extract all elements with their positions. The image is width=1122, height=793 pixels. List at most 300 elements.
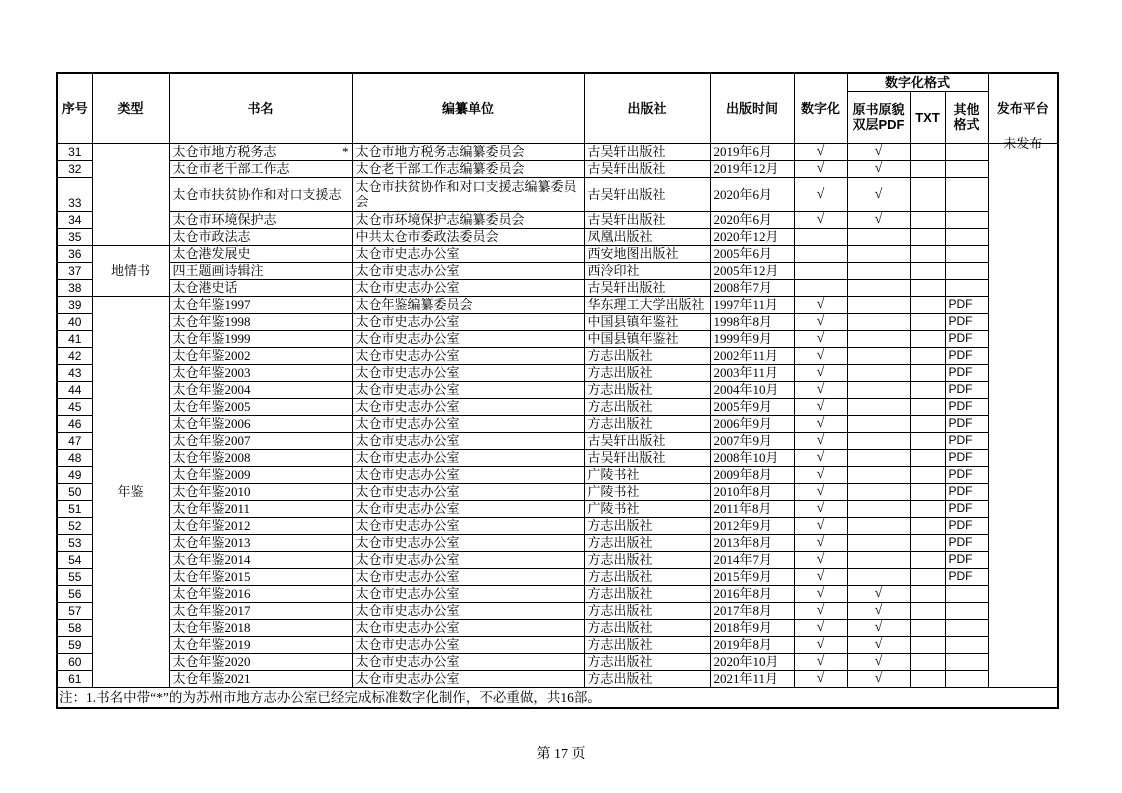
row-index-cell: 53 xyxy=(57,534,92,551)
book-title-cell: 太仓年鉴2006 xyxy=(169,415,352,432)
other-format-cell xyxy=(945,160,988,177)
table-header xyxy=(57,73,1058,143)
pub-date-cell: 2014年7月 xyxy=(710,551,794,568)
txt-check-cell xyxy=(910,602,945,619)
pdf-dual-check-cell xyxy=(847,517,910,534)
table-row xyxy=(57,602,1058,619)
publisher-cell: 广陵书社 xyxy=(584,500,710,517)
pdf-dual-check-cell xyxy=(847,313,910,330)
pdf-dual-check-cell xyxy=(847,466,910,483)
book-title-cell: 太仓年鉴2020 xyxy=(169,653,352,670)
row-index-cell: 47 xyxy=(57,432,92,449)
digitized-check-cell: √ xyxy=(794,619,847,636)
table-row xyxy=(57,330,1058,347)
txt-check-cell xyxy=(910,466,945,483)
row-index-cell: 46 xyxy=(57,415,92,432)
book-title-cell: 太仓年鉴2017 xyxy=(169,602,352,619)
row-index-cell: 44 xyxy=(57,381,92,398)
row-index-cell: 50 xyxy=(57,483,92,500)
publisher-cell: 方志出版社 xyxy=(584,653,710,670)
pub-date-cell: 2009年8月 xyxy=(710,466,794,483)
book-title-cell: 太仓港发展史 xyxy=(169,245,352,262)
table-row xyxy=(57,466,1058,483)
txt-check-cell xyxy=(910,432,945,449)
digitized-check-cell: √ xyxy=(794,381,847,398)
txt-check-cell xyxy=(910,279,945,296)
book-title-cell: 太仓年鉴2015 xyxy=(169,568,352,585)
publisher-cell: 方志出版社 xyxy=(584,636,710,653)
pub-date-cell: 2005年6月 xyxy=(710,245,794,262)
table-row xyxy=(57,568,1058,585)
pub-date-cell: 2020年12月 xyxy=(710,228,794,245)
pub-date-cell: 1997年11月 xyxy=(710,296,794,313)
txt-check-cell xyxy=(910,449,945,466)
book-title-cell: 太仓年鉴1997 xyxy=(169,296,352,313)
compiler-cell: 太仓市史志办公室 xyxy=(352,364,584,381)
table-row xyxy=(57,415,1058,432)
compiler-cell: 太仓市史志办公室 xyxy=(352,534,584,551)
pdf-dual-check-cell xyxy=(847,347,910,364)
digitized-check-cell: √ xyxy=(794,415,847,432)
publisher-cell: 古吴轩出版社 xyxy=(584,160,710,177)
row-index-cell: 57 xyxy=(57,602,92,619)
publisher-cell: 方志出版社 xyxy=(584,602,710,619)
digitized-check-cell: √ xyxy=(794,211,847,228)
table-row xyxy=(57,381,1058,398)
book-title-cell: 太仓市扶贫协作和对口支援志 xyxy=(169,177,352,211)
digitized-check-cell: √ xyxy=(794,398,847,415)
row-index-cell: 55 xyxy=(57,568,92,585)
txt-check-cell xyxy=(910,517,945,534)
table-row xyxy=(57,177,1058,211)
row-index-cell: 38 xyxy=(57,279,92,296)
other-format-cell: PDF xyxy=(945,551,988,568)
row-index-cell: 31 xyxy=(57,143,92,160)
digitized-check-cell: √ xyxy=(794,347,847,364)
other-format-cell: PDF xyxy=(945,449,988,466)
book-title-cell: 太仓年鉴1998 xyxy=(169,313,352,330)
row-index-cell: 34 xyxy=(57,211,92,228)
row-index-cell: 51 xyxy=(57,500,92,517)
publisher-cell: 方志出版社 xyxy=(584,585,710,602)
other-format-cell xyxy=(945,279,988,296)
other-format-cell: PDF xyxy=(945,381,988,398)
publisher-cell: 方志出版社 xyxy=(584,415,710,432)
compiler-cell: 太仓老干部工作志编纂委员会 xyxy=(352,160,584,177)
txt-check-cell xyxy=(910,670,945,687)
pub-date-cell: 2011年8月 xyxy=(710,500,794,517)
publisher-cell: 方志出版社 xyxy=(584,568,710,585)
pdf-dual-check-cell xyxy=(847,279,910,296)
digitized-check-cell: √ xyxy=(794,466,847,483)
table-row xyxy=(57,296,1058,313)
book-title-cell: 太仓年鉴2019 xyxy=(169,636,352,653)
compiler-cell: 太仓市史志办公室 xyxy=(352,347,584,364)
pub-date-cell: 2019年12月 xyxy=(710,160,794,177)
other-format-cell: PDF xyxy=(945,296,988,313)
pub-date-cell: 2021年11月 xyxy=(710,670,794,687)
table-row xyxy=(57,364,1058,381)
compiler-cell: 太仓市史志办公室 xyxy=(352,330,584,347)
book-title-cell: 太仓年鉴2005 xyxy=(169,398,352,415)
pub-date-cell: 2018年9月 xyxy=(710,619,794,636)
table-row xyxy=(57,143,1058,160)
pdf-dual-check-cell xyxy=(847,245,910,262)
platform-overflow-text: 未发布 xyxy=(1003,135,1043,151)
compiler-cell: 太仓市史志办公室 xyxy=(352,262,584,279)
pdf-dual-check-cell xyxy=(847,364,910,381)
book-title-cell: 太仓年鉴2011 xyxy=(169,500,352,517)
table-body xyxy=(57,135,1058,708)
publisher-cell: 广陵书社 xyxy=(584,466,710,483)
book-title-cell xyxy=(169,143,352,160)
table-row xyxy=(57,449,1058,466)
pdf-dual-check-cell xyxy=(847,415,910,432)
txt-check-cell xyxy=(910,653,945,670)
book-title-cell: 太仓年鉴2008 xyxy=(169,449,352,466)
compiler-cell: 中共太仓市委政法委员会 xyxy=(352,228,584,245)
compiler-cell: 太仓市史志办公室 xyxy=(352,636,584,653)
txt-check-cell xyxy=(910,177,945,211)
book-title-cell: 太仓年鉴2007 xyxy=(169,432,352,449)
table-row xyxy=(57,432,1058,449)
row-index-cell: 61 xyxy=(57,670,92,687)
pdf-dual-check-cell: √ xyxy=(847,602,910,619)
compiler-cell: 太仓市史志办公室 xyxy=(352,381,584,398)
header-platform: 发布平台 xyxy=(988,73,1058,143)
pub-date-cell: 2020年6月 xyxy=(710,211,794,228)
txt-check-cell xyxy=(910,262,945,279)
book-title-cell: 太仓年鉴2009 xyxy=(169,466,352,483)
txt-check-cell xyxy=(910,330,945,347)
row-index-cell: 60 xyxy=(57,653,92,670)
other-format-cell: PDF xyxy=(945,517,988,534)
publisher-cell: 方志出版社 xyxy=(584,670,710,687)
books-digitization-table xyxy=(56,72,1059,709)
row-index-cell: 36 xyxy=(57,245,92,262)
book-title-cell: 太仓年鉴2012 xyxy=(169,517,352,534)
other-format-cell: PDF xyxy=(945,364,988,381)
compiler-cell: 太仓年鉴编纂委员会 xyxy=(352,296,584,313)
pdf-dual-check-cell: √ xyxy=(847,211,910,228)
publisher-cell: 古吴轩出版社 xyxy=(584,177,710,211)
header-txt: TXT xyxy=(910,91,945,143)
txt-check-cell xyxy=(910,211,945,228)
publisher-cell: 西泠印社 xyxy=(584,262,710,279)
pub-date-cell: 2010年8月 xyxy=(710,483,794,500)
pdf-dual-check-cell: √ xyxy=(847,670,910,687)
row-index-cell: 48 xyxy=(57,449,92,466)
other-format-cell xyxy=(945,636,988,653)
table-row xyxy=(57,279,1058,296)
row-index-cell: 49 xyxy=(57,466,92,483)
header-compiler: 编纂单位 xyxy=(352,73,584,143)
pdf-dual-check-cell: √ xyxy=(847,160,910,177)
txt-check-cell xyxy=(910,313,945,330)
book-title-cell: 太仓年鉴2018 xyxy=(169,619,352,636)
digitized-check-cell xyxy=(794,279,847,296)
compiler-cell: 太仓市史志办公室 xyxy=(352,619,584,636)
compiler-cell: 太仓市史志办公室 xyxy=(352,483,584,500)
digitized-check-cell: √ xyxy=(794,636,847,653)
book-title-cell: 太仓年鉴2010 xyxy=(169,483,352,500)
digitized-check-cell: √ xyxy=(794,534,847,551)
pub-date-cell: 2005年9月 xyxy=(710,398,794,415)
header-pub-date: 出版时间 xyxy=(710,73,794,143)
other-format-cell: PDF xyxy=(945,313,988,330)
other-format-cell xyxy=(945,602,988,619)
digitized-check-cell: √ xyxy=(794,364,847,381)
txt-check-cell xyxy=(910,585,945,602)
pdf-dual-check-cell xyxy=(847,483,910,500)
header-pdf-dual: 原书原貌双层PDF xyxy=(847,91,910,143)
pdf-dual-check-cell xyxy=(847,568,910,585)
pub-date-cell: 2013年8月 xyxy=(710,534,794,551)
compiler-cell: 太仓市史志办公室 xyxy=(352,568,584,585)
other-format-cell: PDF xyxy=(945,483,988,500)
table-row xyxy=(57,245,1058,262)
other-format-cell: PDF xyxy=(945,500,988,517)
txt-check-cell xyxy=(910,245,945,262)
compiler-cell: 太仓市史志办公室 xyxy=(352,500,584,517)
table-row xyxy=(57,160,1058,177)
header-title: 书名 xyxy=(169,73,352,143)
publisher-cell: 古吴轩出版社 xyxy=(584,279,710,296)
other-format-cell: PDF xyxy=(945,432,988,449)
publisher-cell: 方志出版社 xyxy=(584,381,710,398)
pdf-dual-check-cell xyxy=(847,296,910,313)
type-group-cell: 年鉴 xyxy=(92,296,169,687)
digitized-check-cell xyxy=(794,228,847,245)
header-type: 类型 xyxy=(92,73,169,143)
digitized-check-cell: √ xyxy=(794,296,847,313)
table-row xyxy=(57,517,1058,534)
digitized-check-cell: √ xyxy=(794,500,847,517)
publisher-cell: 古吴轩出版社 xyxy=(584,449,710,466)
publisher-cell: 中国县镇年鉴社 xyxy=(584,313,710,330)
txt-check-cell xyxy=(910,551,945,568)
table-row xyxy=(57,636,1058,653)
pdf-dual-check-cell xyxy=(847,262,910,279)
book-title-cell: 太仓市环境保护志 xyxy=(169,211,352,228)
book-title-cell: 太仓港史话 xyxy=(169,279,352,296)
pdf-dual-check-cell: √ xyxy=(847,177,910,211)
pdf-dual-check-cell: √ xyxy=(847,143,910,160)
pub-date-cell: 2006年9月 xyxy=(710,415,794,432)
type-group-cell: 地情书 xyxy=(92,245,169,296)
book-title: 太仓市地方税务志 xyxy=(172,144,277,159)
pdf-dual-check-cell xyxy=(847,551,910,568)
digitized-check-cell: √ xyxy=(794,585,847,602)
other-format-cell: PDF xyxy=(945,466,988,483)
book-title-cell: 太仓年鉴1999 xyxy=(169,330,352,347)
pub-date-cell: 1999年9月 xyxy=(710,330,794,347)
row-index-cell: 35 xyxy=(57,228,92,245)
digitized-check-cell: √ xyxy=(794,670,847,687)
compiler-cell: 太仓市史志办公室 xyxy=(352,670,584,687)
other-format-cell xyxy=(945,585,988,602)
pub-date-cell: 1998年8月 xyxy=(710,313,794,330)
publisher-cell: 方志出版社 xyxy=(584,517,710,534)
table-row xyxy=(57,619,1058,636)
compiler-cell: 太仓市地方税务志编纂委员会 xyxy=(352,143,584,160)
book-title-cell: 太仓市政法志 xyxy=(169,228,352,245)
row-index-cell: 43 xyxy=(57,364,92,381)
row-index-cell: 58 xyxy=(57,619,92,636)
txt-check-cell xyxy=(910,347,945,364)
other-format-cell: PDF xyxy=(945,534,988,551)
row-index-cell: 45 xyxy=(57,398,92,415)
pub-date-cell: 2020年10月 xyxy=(710,653,794,670)
publisher-cell: 西安地图出版社 xyxy=(584,245,710,262)
txt-check-cell xyxy=(910,500,945,517)
pub-date-cell: 2019年6月 xyxy=(710,143,794,160)
header-index: 序号 xyxy=(57,73,92,143)
other-format-cell xyxy=(945,211,988,228)
book-title-cell: 太仓年鉴2014 xyxy=(169,551,352,568)
txt-check-cell xyxy=(910,364,945,381)
table-row xyxy=(57,398,1058,415)
publisher-cell: 古吴轩出版社 xyxy=(584,432,710,449)
compiler-cell: 太仓市扶贫协作和对口支援志编纂委员会 xyxy=(352,177,584,211)
publisher-cell: 华东理工大学出版社 xyxy=(584,296,710,313)
book-title-cell: 太仓年鉴2003 xyxy=(169,364,352,381)
compiler-cell: 太仓市史志办公室 xyxy=(352,432,584,449)
compiler-cell: 太仓市史志办公室 xyxy=(352,279,584,296)
compiler-cell: 太仓市史志办公室 xyxy=(352,517,584,534)
txt-check-cell xyxy=(910,160,945,177)
pub-date-cell: 2020年6月 xyxy=(710,177,794,211)
publisher-cell: 方志出版社 xyxy=(584,534,710,551)
pdf-dual-check-cell xyxy=(847,330,910,347)
row-index-cell: 52 xyxy=(57,517,92,534)
publisher-cell: 方志出版社 xyxy=(584,364,710,381)
table-row xyxy=(57,228,1058,245)
other-format-cell xyxy=(945,143,988,160)
page-number: 第 17 页 xyxy=(536,747,586,762)
book-title-cell: 太仓年鉴2016 xyxy=(169,585,352,602)
table-row xyxy=(57,551,1058,568)
digitized-check-cell: √ xyxy=(794,568,847,585)
pdf-dual-check-cell: √ xyxy=(847,619,910,636)
publisher-cell: 中国县镇年鉴社 xyxy=(584,330,710,347)
txt-check-cell xyxy=(910,381,945,398)
txt-check-cell xyxy=(910,296,945,313)
digitized-check-cell: √ xyxy=(794,177,847,211)
row-index-cell: 39 xyxy=(57,296,92,313)
other-format-cell xyxy=(945,670,988,687)
star-marker: * xyxy=(342,144,349,159)
pdf-dual-check-cell xyxy=(847,449,910,466)
header-other-format: 其他格式 xyxy=(945,91,988,143)
footnote-row xyxy=(57,687,1058,708)
other-format-cell xyxy=(945,177,988,211)
table-row xyxy=(57,585,1058,602)
pub-date-cell: 2016年8月 xyxy=(710,585,794,602)
table-row xyxy=(57,347,1058,364)
pub-date-cell: 2002年11月 xyxy=(710,347,794,364)
row-index-cell: 33 xyxy=(57,177,92,211)
publisher-cell: 广陵书社 xyxy=(584,483,710,500)
pub-date-cell: 2017年8月 xyxy=(710,602,794,619)
publisher-cell: 凤凰出版社 xyxy=(584,228,710,245)
pub-date-cell: 2012年9月 xyxy=(710,517,794,534)
publisher-cell: 古吴轩出版社 xyxy=(584,211,710,228)
row-index-cell: 41 xyxy=(57,330,92,347)
pdf-dual-check-cell xyxy=(847,534,910,551)
compiler-cell: 太仓市史志办公室 xyxy=(352,245,584,262)
other-format-cell xyxy=(945,262,988,279)
digitized-check-cell: √ xyxy=(794,313,847,330)
row-index-cell: 37 xyxy=(57,262,92,279)
compiler-cell: 太仓市环境保护志编纂委员会 xyxy=(352,211,584,228)
type-group-cell xyxy=(92,143,169,245)
row-index-cell: 32 xyxy=(57,160,92,177)
compiler-cell: 太仓市史志办公室 xyxy=(352,602,584,619)
digitized-check-cell: √ xyxy=(794,653,847,670)
txt-check-cell xyxy=(910,398,945,415)
pdf-dual-check-cell xyxy=(847,432,910,449)
pdf-dual-check-cell: √ xyxy=(847,585,910,602)
pub-date-cell: 2008年10月 xyxy=(710,449,794,466)
pdf-dual-check-cell: √ xyxy=(847,653,910,670)
txt-check-cell xyxy=(910,228,945,245)
platform-overflow-clip xyxy=(989,135,1058,152)
digitized-check-cell: √ xyxy=(794,160,847,177)
pdf-dual-check-cell xyxy=(847,398,910,415)
other-format-cell: PDF xyxy=(945,415,988,432)
compiler-cell: 太仓市史志办公室 xyxy=(352,466,584,483)
compiler-cell: 太仓市史志办公室 xyxy=(352,415,584,432)
compiler-cell: 太仓市史志办公室 xyxy=(352,449,584,466)
txt-check-cell xyxy=(910,143,945,160)
other-format-cell: PDF xyxy=(945,347,988,364)
publisher-cell: 方志出版社 xyxy=(584,347,710,364)
book-title-cell: 太仓年鉴2021 xyxy=(169,670,352,687)
row-index-cell: 59 xyxy=(57,636,92,653)
table-row xyxy=(57,653,1058,670)
row-index-cell: 54 xyxy=(57,551,92,568)
digitized-check-cell: √ xyxy=(794,551,847,568)
publisher-cell: 古吴轩出版社 xyxy=(584,143,710,160)
row-index-cell: 42 xyxy=(57,347,92,364)
row-index-cell: 56 xyxy=(57,585,92,602)
digitized-check-cell: √ xyxy=(794,449,847,466)
pub-date-cell: 2008年7月 xyxy=(710,279,794,296)
txt-check-cell xyxy=(910,483,945,500)
table-row xyxy=(57,211,1058,228)
txt-check-cell xyxy=(910,415,945,432)
book-title-cell: 太仓年鉴2013 xyxy=(169,534,352,551)
txt-check-cell xyxy=(910,619,945,636)
header-publisher: 出版社 xyxy=(584,73,710,143)
row-index-cell: 40 xyxy=(57,313,92,330)
digitized-check-cell: √ xyxy=(794,330,847,347)
digitized-check-cell: √ xyxy=(794,483,847,500)
pdf-dual-check-cell xyxy=(847,381,910,398)
compiler-cell: 太仓市史志办公室 xyxy=(352,398,584,415)
table-row xyxy=(57,534,1058,551)
compiler-cell: 太仓市史志办公室 xyxy=(352,585,584,602)
table-row xyxy=(57,313,1058,330)
digitized-check-cell: √ xyxy=(794,517,847,534)
digitized-check-cell: √ xyxy=(794,432,847,449)
digitized-check-cell: √ xyxy=(794,602,847,619)
book-title-cell: 太仓年鉴2004 xyxy=(169,381,352,398)
publisher-cell: 方志出版社 xyxy=(584,619,710,636)
digitized-check-cell xyxy=(794,262,847,279)
header-digitized: 数字化 xyxy=(794,73,847,143)
